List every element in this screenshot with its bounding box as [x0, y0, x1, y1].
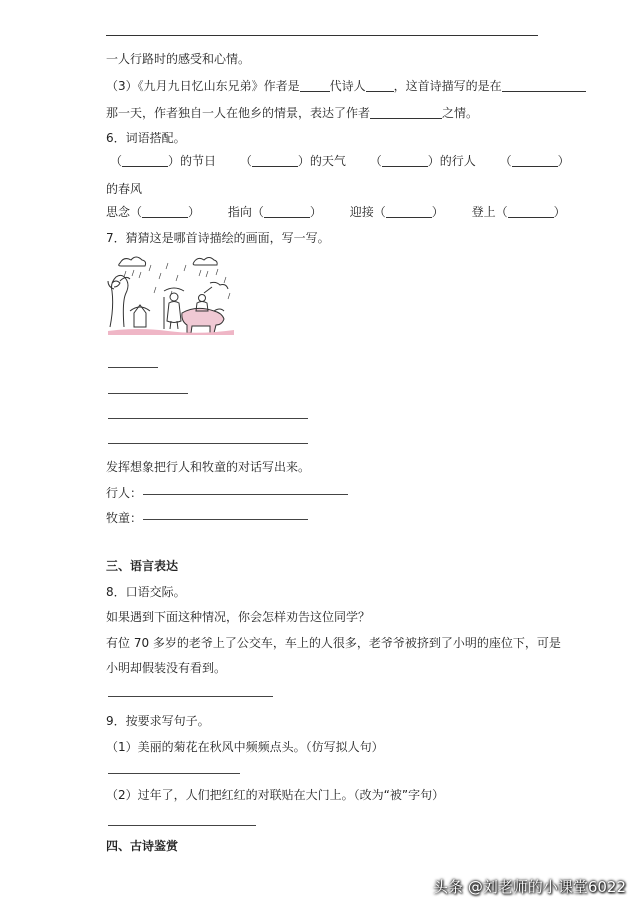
- answer-blank[interactable]: [252, 154, 298, 167]
- q6-row-3: 思念（ ） 指向（ ） 迎接（ ） 登上（ ）: [106, 205, 566, 219]
- q7-title: 7．猜猜这是哪首诗描绘的画面，写一写。: [106, 231, 330, 245]
- answer-line[interactable]: [108, 418, 308, 419]
- q9-1: （1）美丽的菊花在秋风中频频点头。（仿写拟人句）: [106, 740, 384, 754]
- section-4-heading: 四、古诗鉴赏: [106, 839, 179, 853]
- answer-blank[interactable]: [370, 106, 442, 119]
- q9-2: （2）过年了，人们把红红的对联贴在大门上。（改为“被”字句）: [106, 788, 445, 802]
- q7-dialogue-prompt: 发挥想象把行人和牧童的对话写出来。: [106, 460, 311, 474]
- rain-walker-herdboy-ox-drawing: [106, 253, 236, 339]
- q3-line-2: 那一天，作者独自一人在他乡的情景，表达了作者 之情。: [106, 106, 479, 120]
- answer-line[interactable]: [108, 367, 158, 368]
- walker-answer-line[interactable]: [143, 494, 348, 495]
- section-3-heading: 三、语言表达: [106, 559, 179, 573]
- q8-line-3: 小明却假装没有看到。: [106, 661, 227, 675]
- answer-blank[interactable]: [142, 205, 188, 218]
- answer-blank[interactable]: [502, 79, 586, 92]
- q8-title: 8．口语交际。: [106, 585, 186, 599]
- answer-blank[interactable]: [122, 154, 168, 167]
- q9-1-answer-line[interactable]: [108, 773, 240, 774]
- walker-label: 行人：: [106, 486, 143, 500]
- answer-blank[interactable]: [264, 205, 310, 218]
- answer-line[interactable]: [108, 443, 308, 444]
- q9-title: 9．按要求写句子。: [106, 714, 210, 728]
- answer-blank[interactable]: [382, 154, 428, 167]
- q6-title: 6．词语搭配。: [106, 131, 186, 145]
- answer-blank[interactable]: [386, 205, 432, 218]
- watermark: 头条 @刘老师的小课堂6022: [433, 878, 626, 896]
- answer-line[interactable]: [108, 393, 188, 394]
- q6-row-2: 的春风: [106, 182, 143, 196]
- q9-2-answer-line[interactable]: [108, 825, 256, 826]
- q6-row-1: （ ）的节日 （ ）的天气 （ ）的行人 （ ）: [110, 154, 570, 168]
- q8-line-1: 如果遇到下面这种情况，你会怎样劝告这位同学？: [106, 610, 371, 624]
- q8-answer-line[interactable]: [108, 696, 273, 697]
- q8-line-2: 有位 70 多岁的老爷上了公交车，车上的人很多，老爷爷被挤到了小明的座位下，可是: [106, 636, 561, 650]
- answer-blank[interactable]: [508, 205, 554, 218]
- intro-line: 一人行路时的感受和心情。: [106, 52, 251, 66]
- answer-blank[interactable]: [300, 79, 330, 92]
- top-rule: [106, 35, 538, 36]
- answer-blank[interactable]: [512, 154, 558, 167]
- herdboy-label: 牧童：: [106, 511, 143, 525]
- answer-blank[interactable]: [366, 79, 394, 92]
- q3-line-1: （3）《九月九日忆山东兄弟》作者是 代诗人 ，这首诗描写的是在: [106, 77, 586, 94]
- herdboy-answer-line[interactable]: [143, 519, 308, 520]
